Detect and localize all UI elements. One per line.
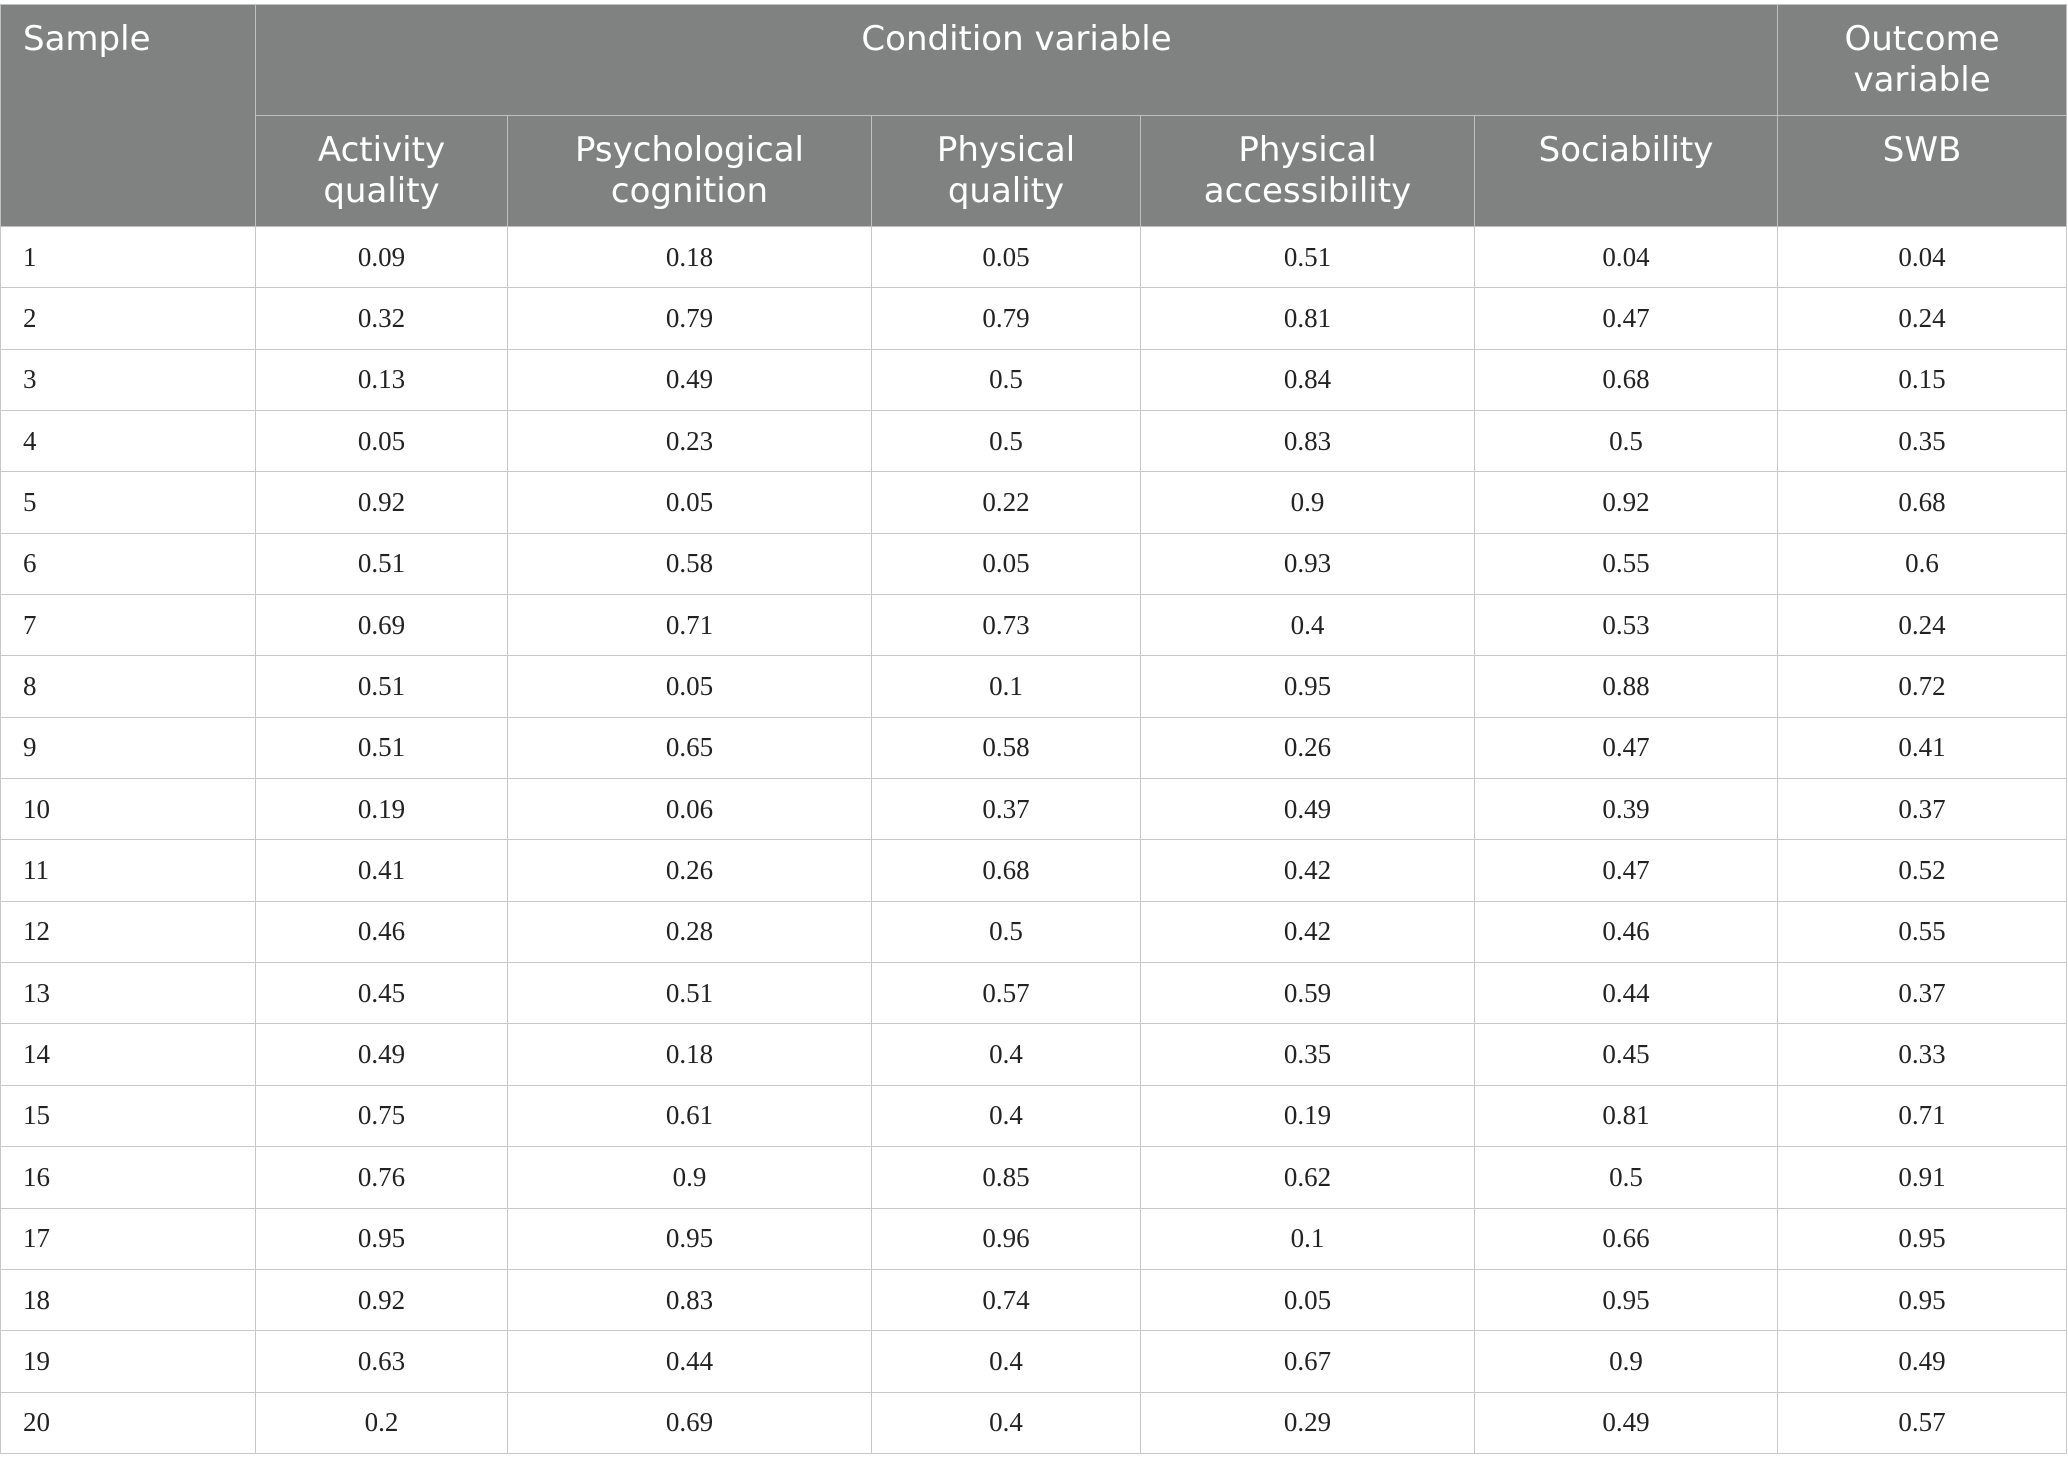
- physical-accessibility-cell: 0.84: [1141, 349, 1475, 410]
- psychological-cognition-cell: 0.44: [508, 1331, 872, 1392]
- table-row: [1, 901, 2067, 962]
- physical-quality-cell: 0.58: [872, 717, 1141, 778]
- sociability-cell: 0.9: [1475, 1331, 1778, 1392]
- activity-quality-cell: 0.19: [256, 779, 508, 840]
- swb-cell: 0.6: [1778, 533, 2067, 594]
- physical-accessibility-cell: 0.81: [1141, 288, 1475, 349]
- swb-cell: 0.68: [1778, 472, 2067, 533]
- psychological-cognition-cell: 0.83: [508, 1269, 872, 1330]
- swb-cell: 0.37: [1778, 779, 2067, 840]
- swb-cell: 0.55: [1778, 901, 2067, 962]
- activity-quality-cell: 0.41: [256, 840, 508, 901]
- sample-cell: 16: [1, 1147, 256, 1208]
- activity-quality-cell: 0.09: [256, 227, 508, 288]
- physical-accessibility-cell: 0.59: [1141, 963, 1475, 1024]
- physical-quality-cell: 0.5: [872, 349, 1141, 410]
- sociability-cell: 0.47: [1475, 288, 1778, 349]
- table-row: [1, 533, 2067, 594]
- physical-accessibility-cell: 0.1: [1141, 1208, 1475, 1269]
- sociability-cell: 0.39: [1475, 779, 1778, 840]
- psychological-cognition-cell: 0.61: [508, 1085, 872, 1146]
- physical-quality-cell: 0.57: [872, 963, 1141, 1024]
- swb-cell: 0.04: [1778, 227, 2067, 288]
- sociability-cell: 0.95: [1475, 1269, 1778, 1330]
- activity-quality-cell: 0.75: [256, 1085, 508, 1146]
- physical-accessibility-cell: 0.9: [1141, 472, 1475, 533]
- physical-accessibility-cell: 0.95: [1141, 656, 1475, 717]
- psychological-cognition-cell: 0.18: [508, 1024, 872, 1085]
- sample-cell: 10: [1, 779, 256, 840]
- data-table: [0, 4, 2067, 1454]
- table-body: [1, 227, 2067, 1454]
- header-row-groups: [1, 5, 2067, 116]
- swb-cell: 0.24: [1778, 595, 2067, 656]
- table-header: [1, 5, 2067, 227]
- psychological-cognition-cell: 0.28: [508, 901, 872, 962]
- header-sociability: Sociability: [1475, 116, 1778, 227]
- psychological-cognition-cell: 0.71: [508, 595, 872, 656]
- physical-quality-cell: 0.05: [872, 533, 1141, 594]
- psychological-cognition-cell: 0.95: [508, 1208, 872, 1269]
- sample-cell: 12: [1, 901, 256, 962]
- sample-cell: 11: [1, 840, 256, 901]
- physical-quality-cell: 0.96: [872, 1208, 1141, 1269]
- sample-cell: 5: [1, 472, 256, 533]
- activity-quality-cell: 0.76: [256, 1147, 508, 1208]
- psychological-cognition-cell: 0.49: [508, 349, 872, 410]
- physical-accessibility-cell: 0.93: [1141, 533, 1475, 594]
- swb-cell: 0.52: [1778, 840, 2067, 901]
- sociability-cell: 0.47: [1475, 717, 1778, 778]
- psychological-cognition-cell: 0.51: [508, 963, 872, 1024]
- sample-cell: 6: [1, 533, 256, 594]
- physical-quality-cell: 0.74: [872, 1269, 1141, 1330]
- activity-quality-cell: 0.13: [256, 349, 508, 410]
- table-row: [1, 963, 2067, 1024]
- psychological-cognition-cell: 0.26: [508, 840, 872, 901]
- table-row: [1, 779, 2067, 840]
- physical-quality-cell: 0.4: [872, 1331, 1141, 1392]
- sociability-cell: 0.88: [1475, 656, 1778, 717]
- activity-quality-cell: 0.95: [256, 1208, 508, 1269]
- table-row: [1, 840, 2067, 901]
- header-sample: Sample: [1, 5, 256, 227]
- table-row: [1, 1085, 2067, 1146]
- physical-quality-cell: 0.5: [872, 901, 1141, 962]
- physical-accessibility-cell: 0.4: [1141, 595, 1475, 656]
- activity-quality-cell: 0.05: [256, 411, 508, 472]
- sociability-cell: 0.49: [1475, 1392, 1778, 1453]
- sociability-cell: 0.04: [1475, 227, 1778, 288]
- header-physical-accessibility: Physical accessibility: [1141, 116, 1475, 227]
- psychological-cognition-cell: 0.06: [508, 779, 872, 840]
- table-row: [1, 656, 2067, 717]
- table-row: [1, 411, 2067, 472]
- activity-quality-cell: 0.2: [256, 1392, 508, 1453]
- psychological-cognition-cell: 0.05: [508, 656, 872, 717]
- swb-cell: 0.95: [1778, 1269, 2067, 1330]
- table-row: [1, 1024, 2067, 1085]
- physical-accessibility-cell: 0.42: [1141, 901, 1475, 962]
- table-row: [1, 717, 2067, 778]
- sample-cell: 17: [1, 1208, 256, 1269]
- sample-cell: 20: [1, 1392, 256, 1453]
- sociability-cell: 0.92: [1475, 472, 1778, 533]
- physical-accessibility-cell: 0.35: [1141, 1024, 1475, 1085]
- psychological-cognition-cell: 0.58: [508, 533, 872, 594]
- physical-quality-cell: 0.22: [872, 472, 1141, 533]
- activity-quality-cell: 0.45: [256, 963, 508, 1024]
- sample-cell: 4: [1, 411, 256, 472]
- sample-cell: 14: [1, 1024, 256, 1085]
- psychological-cognition-cell: 0.65: [508, 717, 872, 778]
- sample-cell: 9: [1, 717, 256, 778]
- physical-quality-cell: 0.5: [872, 411, 1141, 472]
- header-swb: SWB: [1778, 116, 2067, 227]
- table-row: [1, 1147, 2067, 1208]
- header-row-columns: [1, 116, 2067, 227]
- physical-quality-cell: 0.79: [872, 288, 1141, 349]
- physical-quality-cell: 0.85: [872, 1147, 1141, 1208]
- sample-cell: 13: [1, 963, 256, 1024]
- physical-accessibility-cell: 0.83: [1141, 411, 1475, 472]
- activity-quality-cell: 0.69: [256, 595, 508, 656]
- physical-quality-cell: 0.4: [872, 1085, 1141, 1146]
- physical-quality-cell: 0.68: [872, 840, 1141, 901]
- swb-cell: 0.91: [1778, 1147, 2067, 1208]
- activity-quality-cell: 0.49: [256, 1024, 508, 1085]
- swb-cell: 0.24: [1778, 288, 2067, 349]
- physical-quality-cell: 0.05: [872, 227, 1141, 288]
- table-row: [1, 1331, 2067, 1392]
- sociability-cell: 0.47: [1475, 840, 1778, 901]
- swb-cell: 0.35: [1778, 411, 2067, 472]
- activity-quality-cell: 0.51: [256, 533, 508, 594]
- header-condition-variable: Condition variable: [256, 5, 1778, 116]
- sample-cell: 19: [1, 1331, 256, 1392]
- swb-cell: 0.49: [1778, 1331, 2067, 1392]
- sociability-cell: 0.46: [1475, 901, 1778, 962]
- psychological-cognition-cell: 0.23: [508, 411, 872, 472]
- activity-quality-cell: 0.46: [256, 901, 508, 962]
- physical-quality-cell: 0.1: [872, 656, 1141, 717]
- sample-cell: 1: [1, 227, 256, 288]
- swb-cell: 0.57: [1778, 1392, 2067, 1453]
- activity-quality-cell: 0.63: [256, 1331, 508, 1392]
- sociability-cell: 0.66: [1475, 1208, 1778, 1269]
- table-row: [1, 288, 2067, 349]
- table-row: [1, 1208, 2067, 1269]
- sample-cell: 18: [1, 1269, 256, 1330]
- sample-cell: 7: [1, 595, 256, 656]
- physical-quality-cell: 0.37: [872, 779, 1141, 840]
- swb-cell: 0.15: [1778, 349, 2067, 410]
- swb-cell: 0.95: [1778, 1208, 2067, 1269]
- table-row: [1, 227, 2067, 288]
- physical-accessibility-cell: 0.42: [1141, 840, 1475, 901]
- sociability-cell: 0.68: [1475, 349, 1778, 410]
- header-psychological-cognition: Psychological cognition: [508, 116, 872, 227]
- physical-quality-cell: 0.4: [872, 1024, 1141, 1085]
- sociability-cell: 0.5: [1475, 411, 1778, 472]
- swb-cell: 0.72: [1778, 656, 2067, 717]
- physical-quality-cell: 0.4: [872, 1392, 1141, 1453]
- header-physical-quality: Physical quality: [872, 116, 1141, 227]
- activity-quality-cell: 0.51: [256, 656, 508, 717]
- header-outcome-variable: Outcome variable: [1778, 5, 2067, 116]
- sociability-cell: 0.45: [1475, 1024, 1778, 1085]
- physical-accessibility-cell: 0.19: [1141, 1085, 1475, 1146]
- activity-quality-cell: 0.92: [256, 1269, 508, 1330]
- sociability-cell: 0.55: [1475, 533, 1778, 594]
- physical-accessibility-cell: 0.26: [1141, 717, 1475, 778]
- sociability-cell: 0.5: [1475, 1147, 1778, 1208]
- sample-cell: 3: [1, 349, 256, 410]
- table-row: [1, 349, 2067, 410]
- physical-accessibility-cell: 0.51: [1141, 227, 1475, 288]
- table-row: [1, 472, 2067, 533]
- physical-accessibility-cell: 0.05: [1141, 1269, 1475, 1330]
- activity-quality-cell: 0.51: [256, 717, 508, 778]
- swb-cell: 0.33: [1778, 1024, 2067, 1085]
- activity-quality-cell: 0.32: [256, 288, 508, 349]
- sample-cell: 2: [1, 288, 256, 349]
- table-row: [1, 1392, 2067, 1453]
- physical-quality-cell: 0.73: [872, 595, 1141, 656]
- physical-accessibility-cell: 0.62: [1141, 1147, 1475, 1208]
- table-row: [1, 1269, 2067, 1330]
- physical-accessibility-cell: 0.49: [1141, 779, 1475, 840]
- physical-accessibility-cell: 0.67: [1141, 1331, 1475, 1392]
- sample-cell: 8: [1, 656, 256, 717]
- header-activity-quality: Activity quality: [256, 116, 508, 227]
- psychological-cognition-cell: 0.79: [508, 288, 872, 349]
- table-row: [1, 595, 2067, 656]
- sociability-cell: 0.53: [1475, 595, 1778, 656]
- swb-cell: 0.37: [1778, 963, 2067, 1024]
- swb-cell: 0.71: [1778, 1085, 2067, 1146]
- sociability-cell: 0.44: [1475, 963, 1778, 1024]
- psychological-cognition-cell: 0.69: [508, 1392, 872, 1453]
- sample-cell: 15: [1, 1085, 256, 1146]
- psychological-cognition-cell: 0.9: [508, 1147, 872, 1208]
- physical-accessibility-cell: 0.29: [1141, 1392, 1475, 1453]
- psychological-cognition-cell: 0.05: [508, 472, 872, 533]
- activity-quality-cell: 0.92: [256, 472, 508, 533]
- sociability-cell: 0.81: [1475, 1085, 1778, 1146]
- swb-cell: 0.41: [1778, 717, 2067, 778]
- psychological-cognition-cell: 0.18: [508, 227, 872, 288]
